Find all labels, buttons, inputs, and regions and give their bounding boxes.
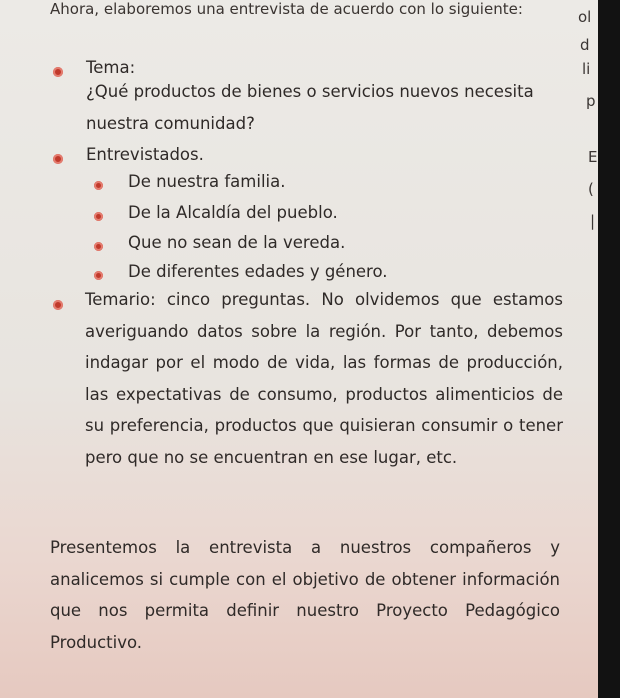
sub-bullet-icon [94,242,103,251]
tema-question-line1: ¿Qué productos de bienes o servicios nuevos necesita [86,82,534,101]
margin-fragment: p [586,92,596,110]
margin-fragment: d [580,36,590,54]
margin-fragment: E [588,148,598,166]
sub-bullet-icon [94,181,103,190]
margin-fragment: | [590,212,596,230]
margin-fragment: ol [578,8,592,26]
interviewee-item: De nuestra familia. [128,172,286,191]
margin-fragment: li [582,60,591,78]
interviewee-item: Que no sean de la vereda. [128,233,346,252]
interviewee-item: De la Alcaldía del pueblo. [128,203,338,222]
tema-label: Tema: [86,58,136,77]
sub-bullet-icon [94,212,103,221]
entrevistados-label: Entrevistados. [86,145,204,164]
intro-text: Ahora, elaboremos una entrevista de acuerdo con lo siguiente: [50,0,523,18]
bullet-icon [53,154,63,164]
tema-question-line2: nuestra comunidad? [86,114,255,133]
bullet-icon [53,300,63,310]
bullet-icon [53,67,63,77]
temario-paragraph: Temario: cinco preguntas. No olvidemos que estamos averiguando datos sobre la región. Por tanto, debemos indagar por el modo de vida, las formas de producción, las expectativas de consumo, productos alimenticios de su preferencia, productos que quisieran consumir o tener pero que no se encuentran en ese lugar, etc. [85,290,563,467]
closing-paragraph: Presentemos la entrevista a nuestros compañeros y analicemos si cumple con el objetivo de obtener información que nos permita definir nuestro Proyecto Pedagógico Productivo. [50,538,560,652]
page-edge-shadow [598,0,620,698]
margin-fragment: ( [588,180,594,198]
interviewee-item: De diferentes edades y género. [128,262,388,281]
sub-bullet-icon [94,271,103,280]
